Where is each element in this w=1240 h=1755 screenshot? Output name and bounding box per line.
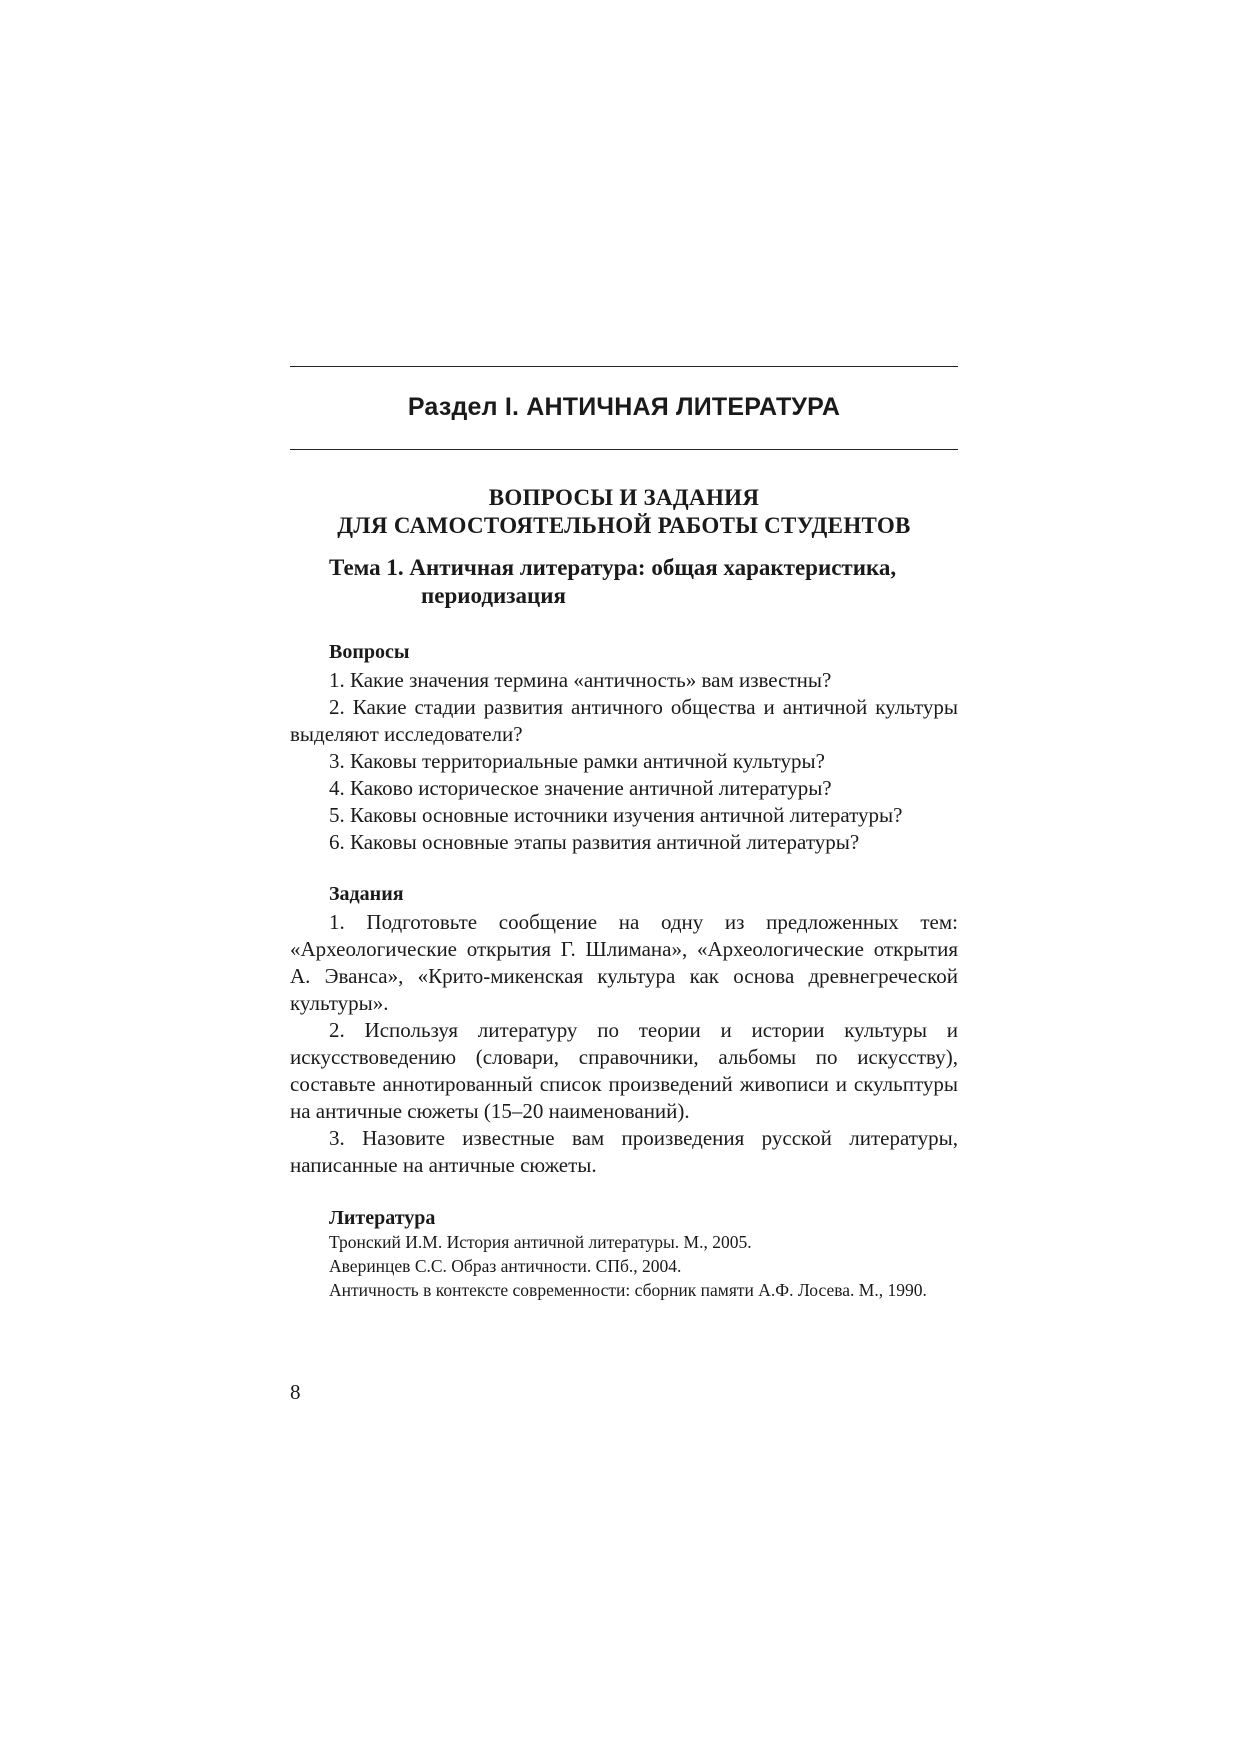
page-content bbox=[290, 366, 958, 1302]
task-item: 2. Используя литературу по теории и истории культуры и искусствоведению (словари, справочники, альбомы по искусству), составьте аннотированный список произведений живописи и скульптуры на античные сюжеты (15–20 наименований). bbox=[290, 1018, 958, 1123]
topic-heading bbox=[290, 554, 958, 610]
task-item: 1. Подготовьте сообщение на одну из предложенных тем: «Археологические открытия Г. Шлимана», «Археологические открытия А. Эванса», «Крито-микенская культура как основа древнегреческой культуры». bbox=[290, 910, 958, 1015]
literature-item: Тронский И.М. История античной литературы. М., 2005. bbox=[329, 1232, 752, 1252]
topic-line2: периодизация bbox=[421, 583, 566, 608]
literature-heading: Литература bbox=[329, 1207, 436, 1229]
question-item: 3. Каковы территориальные рамки античной культуры? bbox=[329, 749, 825, 773]
tasks-heading: Задания bbox=[329, 883, 404, 905]
question-item: 6. Каковы основные этапы развития античной литературы? bbox=[329, 830, 860, 854]
literature-item: Аверинцев С.С. Образ античности. СПб., 2004. bbox=[329, 1256, 682, 1276]
questions-heading: Вопросы bbox=[329, 641, 410, 663]
main-heading bbox=[290, 484, 958, 540]
task-item: 3. Назовите известные вам произведения русской литературы, написанные на античные сюжеты. bbox=[290, 1126, 958, 1177]
question-item: 5. Каковы основные источники изучения античной литературы? bbox=[329, 803, 903, 827]
question-item: 1. Какие значения термина «античность» вам известны? bbox=[329, 668, 832, 692]
main-heading-line1: ВОПРОСЫ И ЗАДАНИЯ bbox=[488, 485, 760, 510]
question-item: 2. Какие стадии развития античного общества и античной культуры выделяют исследователи? bbox=[290, 695, 958, 746]
main-heading-line2: ДЛЯ САМОСТОЯТЕЛЬНОЙ РАБОТЫ СТУДЕНТОВ bbox=[337, 513, 911, 538]
topic-line1: Тема 1. Античная литература: общая характеристика, bbox=[329, 555, 897, 580]
top-rule bbox=[290, 366, 958, 367]
bottom-rule bbox=[290, 449, 958, 450]
section-title: Раздел I. АНТИЧНАЯ ЛИТЕРАТУРА bbox=[407, 393, 841, 421]
page-number: 8 bbox=[290, 1380, 301, 1404]
question-item: 4. Каково историческое значение античной литературы? bbox=[329, 776, 832, 800]
literature-item: Античность в контексте современности: сборник памяти А.Ф. Лосева. М., 1990. bbox=[329, 1280, 927, 1300]
